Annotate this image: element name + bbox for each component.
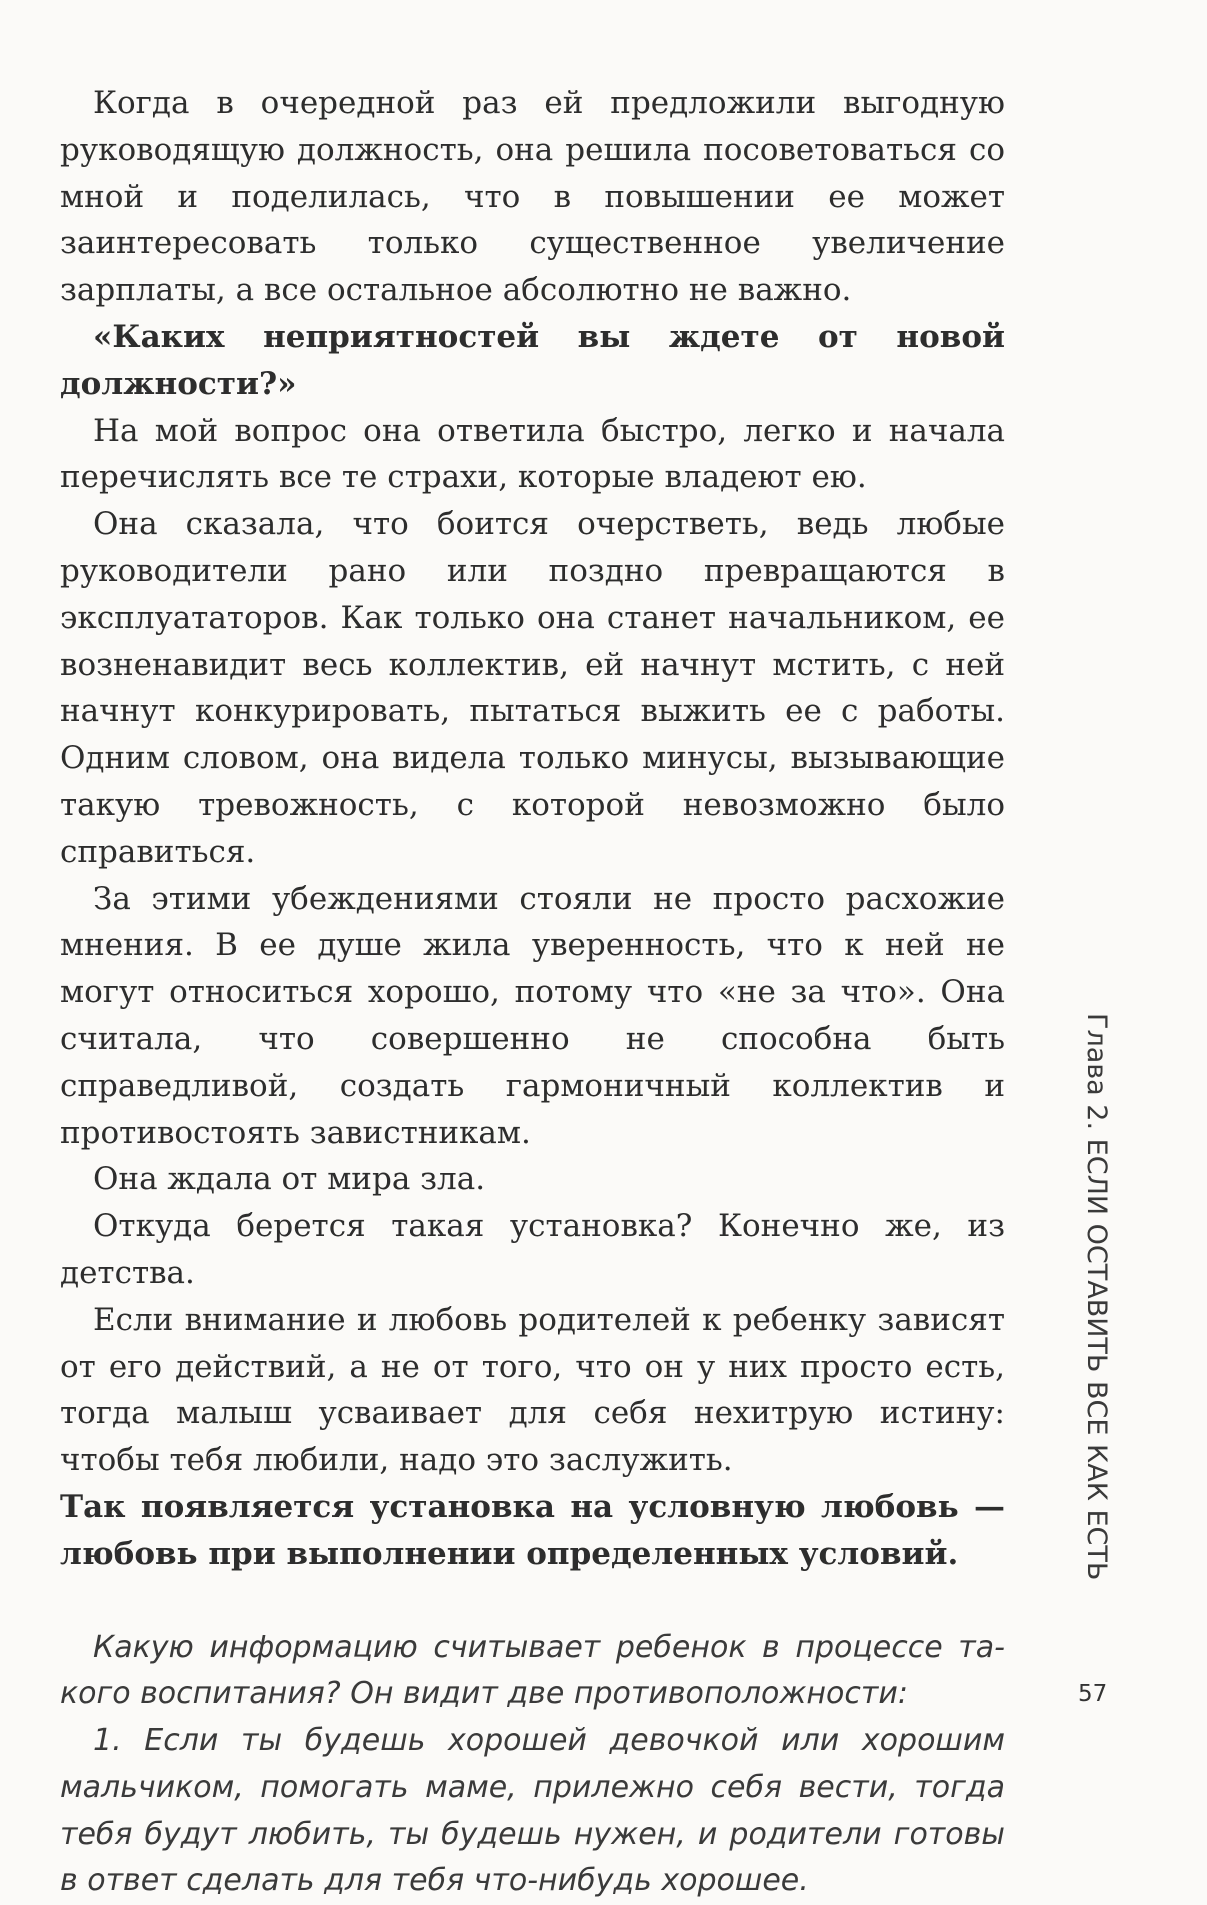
paragraph-10-italic: Какую информацию считывает ребенок в процессе такого воспитания? Он видит две противоположности: bbox=[60, 1629, 1005, 1712]
paragraph-7: Откуда берется такая установка? Конечно же, из детства. bbox=[60, 1208, 1005, 1291]
paragraph-8: Если внимание и любовь родителей к ребенку зависят от его действий, а не от того, что он у них просто есть, тогда малыш усваивает для себя нехитрую истину: чтобы тебя любили, надо это заслужить. bbox=[60, 1301, 1005, 1479]
paragraph-6: Она ждала от мира зла. bbox=[93, 1161, 486, 1198]
paragraph-2-question: «Каких неприятностей вы ждете от новой должности?» bbox=[60, 318, 1005, 402]
body-text bbox=[60, 80, 1005, 1905]
page-number: 57 bbox=[1078, 1681, 1108, 1707]
paragraph-4: Она сказала, что боится очерстветь, ведь любые руководители рано или поздно превращаются в эксплуататоров. Как только она станет начальником, ее возненавидит весь коллектив, ей начнут мстить, с ней начнут конкурировать, пытаться выжить ее с работы. Одним словом, она видела только минусы, вызывающие такую тревожность, с которой невозможно было справиться. bbox=[60, 506, 1005, 870]
paragraph-5: За этими убеждениями стояли не просто расхожие мнения. В ее душе жила уверенность, что к ней не могут относиться хорошо, потому что «не за что». Она считала, что совершенно не способна быть справедливой, создать гармоничный коллектив и противостоять завистникам. bbox=[60, 880, 1005, 1151]
paragraph-1: Когда в очередной раз ей предложили выгодную руководящую должность, она решила посоветоваться со мной и поделилась, что в повышении ее может заинтересовать только существенное увеличение зарплаты, а все остальное абсолютно не важно. bbox=[60, 85, 1005, 309]
paragraph-3: На мой вопрос она ответила быстро, легко и начала перечислять все те страхи, которые владеют ею. bbox=[60, 412, 1005, 496]
running-head: Глава 2. ЕСЛИ ОСТАВИТЬ ВСЕ КАК ЕСТЬ bbox=[1081, 1013, 1112, 1581]
paragraph-9-emphasis: Так появляется установка на условную любовь — любовь при выполнении определенных условий. bbox=[60, 1488, 1005, 1572]
paragraph-11-italic: 1. Если ты будешь хорошей девочкой или хорошим мальчиком, помогать маме, прилежно себя вести, тогда тебя будут любить, ты будешь нужен, и родители готовы в ответ сделать для тебя что-нибудь хорошее. bbox=[60, 1723, 1005, 1899]
